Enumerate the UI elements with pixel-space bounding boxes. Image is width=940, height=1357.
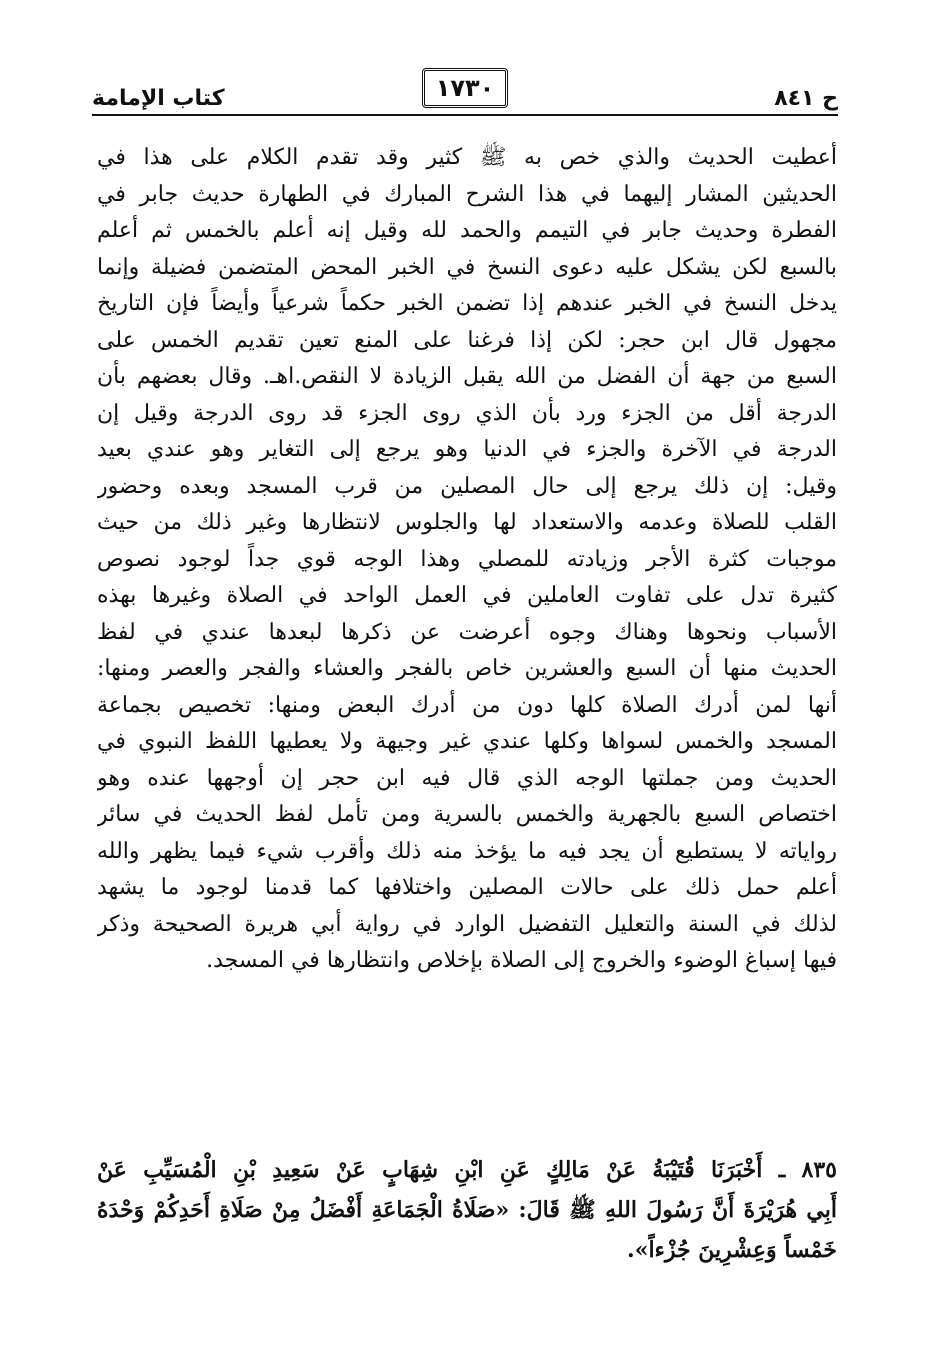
text-line: المسجد والخمس لسواها وكلها عندي غير وجيهة ولا يعطيها اللفظ النبوي في [97, 729, 837, 754]
page-number-frame [422, 68, 508, 108]
text-line: الفطرة وحديث جابر في التيمم والحمد لله وقيل إنه أعلم بالخمس ثم أعلم [97, 218, 837, 243]
hadith-line: ٨٣٥ ـ أَخْبَرَنَا قُتَيْبَةُ عَنْ مَالِكٍ عَنِ ابْنِ شِهَابٍ عَنْ سَعِيدِ بْنِ الْمُسَيِّبِ عَنْ [97, 1157, 837, 1183]
book-title: كتاب الإمامة [92, 86, 225, 111]
running-header [92, 62, 838, 116]
commentary-text [97, 140, 837, 980]
text-line: كثيرة تدل على تفاوت العاملين في العمل الواحد في الصلاة وغيرها بهذه [97, 583, 837, 608]
text-line: يدخل النسخ في الخبر عندهم إذا تضمن الخبر حكماً شرعياً وأيضاً فإن التاريخ [97, 291, 837, 316]
header-rule [92, 114, 838, 116]
text-line: رواياته لا يستطيع أن يجد فيه ما يؤخذ منه ذلك وأقرب شيء فيما يظهر والله [97, 838, 837, 864]
text-line: لذلك في السنة والتعليل التفضيل الوارد في رواية أبي هريرة الصحيحة وذكر [97, 911, 837, 937]
text-line: مجهول قال ابن حجر: لكن إذا فرغنا على المنع تعين تقديم الخمس على [97, 327, 837, 353]
text-line: أنها لمن أدرك الصلاة كلها دون من أدرك البعض ومنها: تخصيص بجماعة [97, 692, 837, 718]
text-line: الدرجة في الآخرة والجزء في الدنيا وهو يرجع إلى التغاير وهو عندي بعيد [97, 437, 837, 462]
text-line: اختصاص السبع بالجهرية والخمس بالسرية ومن تأمل لفظ الحديث في سائر [97, 802, 837, 827]
text-line: الدرجة أقل من الجزء ورد بأن الذي روى الجزء قد روى الدرجة وقيل إن [97, 400, 837, 426]
hadith-reference: ح ٨٤١ [774, 86, 838, 111]
text-line: السبع من جهة أن الفضل من الله يقبل الزيادة لا النقص.اهـ. وقال بعضهم بأن [97, 364, 837, 389]
text-line: الأسباب ونحوها وهناك وجوه أعرضت عن ذكرها لبعدها عندي في لفظ [97, 619, 837, 645]
text-line: أعلم حمل ذلك على حالات المصلين واختلافها كما قدمنا لوجود ما يشهد [97, 875, 837, 900]
text-line: موجبات كثرة الأجر وزيادته للمصلي وهذا الوجه قوي جداً لوجود نصوص [97, 546, 837, 572]
hadith-text [97, 1150, 837, 1270]
hadith-line: خَمْساً وَعِشْرِينَ جُزْءاً». [627, 1237, 837, 1263]
text-line: بالسبع لكن يشكل عليه دعوى النسخ في الخبر المحض المتضمن فضيلة وإنما [97, 254, 837, 280]
text-line: الحديث ومن جملتها الوجه الذي قال فيه ابن حجر إن أوجهها عنده وهو [97, 765, 837, 791]
text-line: القلب للصلاة وعدمه والاستعداد لها والجلوس لانتظارها وغير ذلك من حيث [97, 510, 837, 535]
text-line: فيها إسباغ الوضوء والخروج إلى الصلاة بإخلاص وانتظارها في المسجد. [206, 948, 837, 973]
hadith-line: أَبِي هُرَيْرَةَ أَنَّ رَسُولَ اللهِ ﷺ قَالَ: «صَلَاةُ الْجَمَاعَةِ أَفْضَلُ مِنْ صَلَاةِ أَحَدِكُمْ وَحْدَهُ [97, 1197, 837, 1223]
text-line: وقيل: إن ذلك يرجع إلى حال المصلين من قرب المسجد وبعده وحضور [97, 473, 837, 499]
text-line: أعطيت الحديث والذي خص به ﷺ كثير وقد تقدم الكلام على هذا في [97, 145, 837, 170]
text-line: الحديثين المشار إليهما في هذا الشرح المبارك في الطهارة حديث جابر في [97, 181, 837, 207]
page-number: ١٧٣٠ [435, 74, 495, 102]
text-line: الحديث منها أن السبع والعشرين خاص بالفجر والعشاء والفجر والعصر ومنها: [97, 656, 837, 681]
